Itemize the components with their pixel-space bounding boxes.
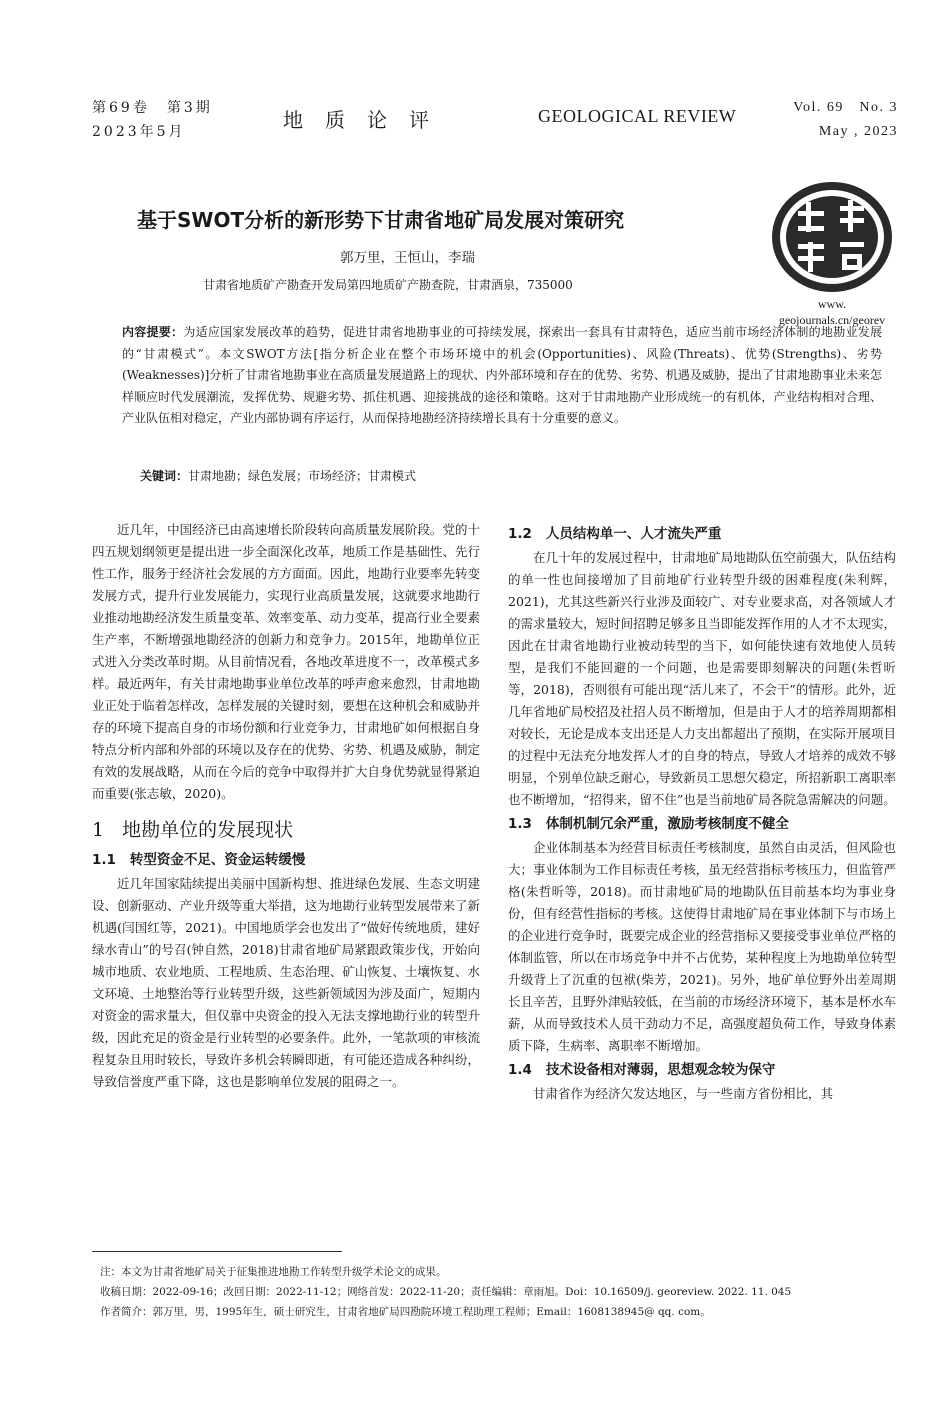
section-1-number: 1 — [92, 819, 105, 841]
website-line-2: geojournals.cn/georev — [778, 313, 886, 327]
section-1-2-number: 1.2 — [508, 526, 532, 542]
section-1-1-number: 1.1 — [92, 852, 116, 868]
section-1-title: 地勘单位的发展现状 — [122, 819, 294, 841]
footnote-funding: 注：本文为甘肃省地矿局关于征集推进地勘工作转型升级学术论文的成果。 — [100, 1266, 447, 1278]
section-1-1-title: 转型资金不足、资金运转缓慢 — [129, 852, 306, 868]
footnotes — [100, 1262, 791, 1322]
section-1-2-title: 人员结构单一、人才流失严重 — [545, 526, 722, 542]
footnote-author-bio: 作者简介：郭万里，男，1995年生，硕士研究生，甘肃省地矿局四勘院环境工程助理工程师；Email：1608138945@ qq. com。 — [100, 1306, 711, 1318]
abstract — [122, 322, 882, 430]
author-affiliation: 甘肃省地质矿产勘查开发局第四地质矿产勘查院，甘肃酒泉，735000 — [203, 278, 573, 292]
header-vol-number: Vol. 69 No. 3 — [793, 100, 898, 115]
keywords-label: 关键词： — [140, 469, 189, 483]
keywords-text: 甘肃地勘；绿色发展；市场经济；甘肃模式 — [188, 469, 417, 483]
seal-icon — [768, 178, 896, 296]
abstract-label: 内容提要： — [122, 325, 184, 339]
section-1-4-title: 技术设备相对薄弱，思想观念较为保守 — [545, 1062, 776, 1078]
abstract-text: 为适应国家发展改革的趋势，促进甘肃省地勘事业的可持续发展，探索出一套具有甘肃特色，适应当前市场经济体制的地勘业发展的“甘肃模式”。本文SWOT方法[指分析企业在整个市场环境中的机会(Opportunities)、风险(Threats)、优势(Strengths)、劣势(Weaknesses)]分析了甘肃省地勘事业在高质量发展道路上的现状、内外部环境和存在的优势、劣势、机遇及威胁，提出了甘肃地勘事业未来怎样顺应时代发展潮流，发挥优势、规避劣势、抓住机遇、迎接挑战的途径和策略。这对于甘肃地勘产业形成统一的有机体，产业结构相对合理、产业队伍相对稳定，产业内部协调有序运行，从而保持地勘经济持续增长具有十分重要的意义。 — [122, 325, 882, 425]
header-date: 2023年5月 — [92, 124, 186, 140]
section-1-3-title: 体制机制冗余严重，激励考核制度不健全 — [545, 816, 789, 832]
section-1-3-number: 1.3 — [508, 816, 532, 832]
article-authors: 郭万里，王恒山，李瑞 — [340, 250, 475, 266]
journal-logo-seal — [768, 178, 896, 296]
section-1-1-heading — [92, 849, 480, 871]
footnote-dates: 收稿日期：2022-09-16；改回日期：2022-11-12；网络首发：2022-11-20；责任编辑：章雨旭。Doi：10.16509/j. georeview. 2022. 11. 045 — [100, 1286, 792, 1298]
section-1-4-number: 1.4 — [508, 1062, 532, 1078]
section-1-3-paragraph: 企业体制基本为经营目标责任考核制度，虽然自由灵活，但风险也大；事业体制为工作目标责任考核，虽无经营指标考核压力，但监管严格(朱哲昕等，2018)。而甘肃地矿局的地勘队伍目前基本均为事业身份，但有经营性指标的考核。这使得甘肃地矿局在事业体制下与市场上的企业进行竞争时，既要完成企业的经营指标又要接受事业单位严格的体制监管，所以在市场竞争中并不占优势，某种程度上为地勘单位转型升级背上了沉重的包袱(柴芳，2021)。另外，地矿单位野外出差周期长且辛苦，且野外津贴较低，在当前的市场经济环境下，基本是杯水车薪，从而导致技术人员干劲动力不足，高强度超负荷工作，导致身体素质下降，生病率、离职率不断增加。 — [508, 840, 896, 1053]
header-vol-no-en — [793, 96, 898, 144]
intro-paragraph: 近几年，中国经济已由高速增长阶段转向高质量发展阶段。党的十四五规划纲领更是提出进一步全面深化改革，地质工作是基础性、先行性工作，服务于经济社会发展的方方面面。因此，地勘行业要率先转变发展方式，提升行业发展能力，实现行业高质量发展，这就要求地勘行业推动地勘经济发生质量变革、效率变革、动力变革，提高行业全要素生产率，不断增强地勘经济的创新力和竞争力。2015年，地勘单位正式进入分类改革时期。从目前情况看，各地改革进度不一，改革模式多样。最近两年，有关甘肃地勘事业单位改革的呼声愈来愈烈，甘肃地勘业正处于临着怎样改，怎样发展的关键时刻，要想在这种机会和威胁并存的环境下提高自身的市场份额和行业竞争力，甘肃地矿如何根据自身特点分析内部和外部的环境以及存在的优势、劣势、机遇及威胁，制定有效的发展战略，从而在今后的竞争中取得并扩大自身优势就显得紧迫而重要(张志敏，2020)。 — [92, 522, 480, 801]
section-1-3-heading — [508, 813, 896, 835]
section-1-4-paragraph: 甘肃省作为经济欠发达地区，与一些南方省份相比，其 — [533, 1086, 834, 1101]
body-column-right — [508, 521, 896, 1105]
article-title: 基于SWOT分析的新形势下甘肃省地矿局发展对策研究 — [137, 208, 625, 232]
section-1-4-heading — [508, 1059, 896, 1081]
keywords — [140, 467, 416, 484]
section-1-heading — [92, 817, 480, 843]
body-column-left — [92, 519, 480, 1093]
journal-name-en: GEOLOGICAL REVIEW — [538, 106, 737, 126]
header-volume-issue: 第69卷 第3期 — [92, 100, 213, 116]
header-volume-date — [92, 96, 213, 144]
footnote-divider — [92, 1251, 342, 1252]
section-1-2-heading — [508, 523, 896, 545]
section-1-2-paragraph: 在几十年的发展过程中，甘肃地矿局地勘队伍空前强大，队伍结构的单一性也间接增加了目前地矿行业转型升级的困难程度(朱利辉，2021)，尤其这些新兴行业涉及面较广、对专业要求高，对各领域人才的需求量较大，短时间招聘足够多且当即能发挥作用的人才不太现实，因此在甘肃省地勘行业被动转型的当下，如何能快速有效地使人员转型，是我们不能回避的一个问题，也是需要即刻解决的问题(朱哲昕等，2018)，否则很有可能出现“活儿来了，不会干”的情形。此外，近几年省地矿局校招及社招人员不断增加，但是由于人才的培养周期都相对较长，无论是成本支出还是人力支出都超出了预期，在实际开展项目的过程中无法充分地发挥人才的自身的特点，导致人才培养的成效不够明显，个别单位缺乏耐心，导致新员工思想欠稳定，所招新职工离职率也不断增加，“招得来，留不住”也是当前地矿局各院急需解决的问题。 — [508, 550, 896, 807]
journal-name-cn: 地质论评 — [283, 108, 451, 132]
header-date-en: May , 2023 — [818, 124, 898, 139]
section-1-1-paragraph: 近几年国家陆续提出美丽中国新构想、推进绿色发展、生态文明建设、创新驱动、产业升级等重大举措，这为地勘行业转型发展带来了新机遇(闫国红等，2021)。中国地质学会也发出了“做好传统地质，建好绿水青山”的号召(钟自然，2018)甘肃省地矿局紧跟政策步伐，开始向城市地质、农业地质、工程地质、生态治理、矿山恢复、土壤恢复、水文环境、土地整治等行业转型升级，这些新领域因为涉及面广，短期内对资金的需求量大，但仅靠中央资金的投入无法支撑地勘行业的转型升级，因此充足的资金是行业转型的必要条件。此外，一笔款项的审核流程复杂且用时较长，导致许多机会转瞬即逝，有可能还造成各种纠纷，导致信誉度严重下降，这也是影响单位发展的阻碍之一。 — [92, 876, 480, 1089]
website-line-1: www. — [817, 297, 847, 311]
